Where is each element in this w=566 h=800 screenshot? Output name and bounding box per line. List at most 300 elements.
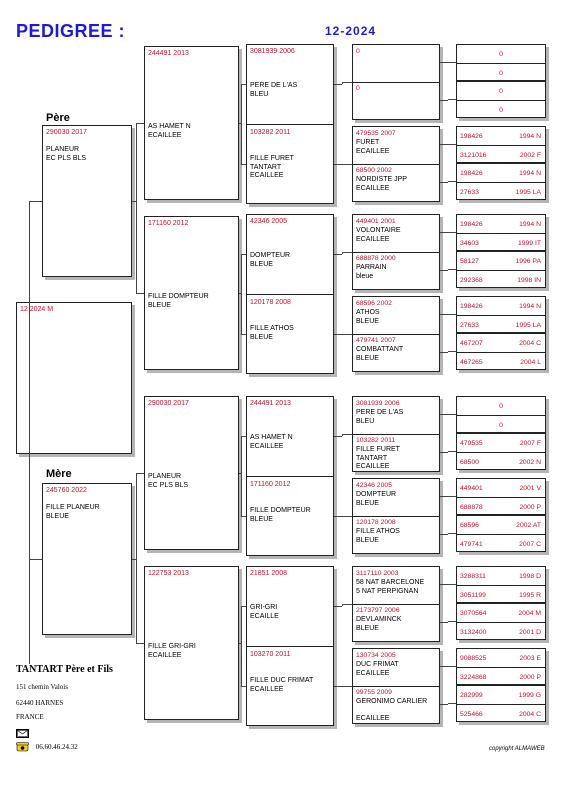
ancestor-entry-pair — [456, 214, 546, 251]
card-divider — [457, 100, 545, 101]
connector-line — [448, 584, 456, 585]
ring-year: 1999 G — [518, 692, 541, 699]
card-divider — [457, 415, 545, 416]
card-divider — [353, 604, 439, 605]
ancestor-pair-card — [352, 44, 440, 120]
ring-number: 525466 — [460, 711, 483, 718]
pigeon-name: BLEU — [250, 90, 269, 98]
ring-number: 245760 2022 — [46, 487, 87, 494]
card-divider — [457, 497, 545, 498]
card-divider — [353, 686, 439, 687]
ring-number: 198426 — [460, 221, 483, 228]
ring-number: 68596 2002 — [356, 300, 392, 307]
ring-number: 3081939 2006 — [356, 400, 400, 407]
ring-number: 120178 2008 — [356, 519, 396, 526]
owner-city: 62440 HARNES — [16, 699, 64, 707]
pigeon-name: PERE DE L'AS — [356, 409, 404, 416]
connector-line — [448, 621, 456, 622]
ring-year: 2002 N — [519, 459, 541, 466]
connector-line — [440, 704, 448, 705]
ring-year: 2001 V — [519, 485, 541, 492]
card-divider — [247, 476, 333, 477]
father-card — [42, 125, 132, 277]
connector-line — [448, 703, 456, 704]
ring-number: 120178 2008 — [250, 299, 291, 306]
ring-number: 467207 — [460, 340, 483, 347]
ring-year: 2004 C — [519, 340, 541, 347]
connector-line — [342, 82, 352, 83]
pigeon-name: ECAILLEE — [356, 235, 390, 243]
ring-number: 449401 2001 — [356, 218, 396, 225]
ring-number: 130734 2005 — [356, 652, 396, 659]
ancestor-entry-pair — [456, 396, 546, 433]
ring-year: 1998 D — [519, 573, 541, 580]
pigeon-name: EC PLS BLS — [148, 481, 189, 489]
connector-line — [448, 181, 456, 182]
ring-number: 290030 2017 — [148, 400, 189, 407]
ring-number: 198426 — [460, 133, 483, 140]
ancestor-entry-pair — [456, 126, 546, 163]
ring-year: 1994 N — [519, 170, 541, 177]
ring-number: 171160 2012 — [148, 220, 189, 227]
pigeon-name: PLANEUR — [46, 146, 80, 153]
connector-line — [334, 164, 342, 165]
ring-number: 0 — [356, 85, 360, 92]
ring-number: 0 — [356, 48, 360, 55]
ancestor-pair-card — [352, 648, 440, 724]
ring-number: 688878 — [460, 504, 483, 511]
connector-line — [342, 164, 352, 165]
connector-line — [136, 473, 144, 474]
pigeon-name: TANTART — [356, 454, 388, 462]
card-divider — [353, 516, 439, 517]
connector-line — [448, 533, 456, 534]
connector-line — [334, 84, 342, 85]
ancestor-pair-card — [352, 566, 440, 642]
ring-number: 198426 — [460, 170, 483, 177]
connector-line — [448, 496, 456, 497]
card-divider — [457, 315, 545, 316]
ring-number: 171160 2012 — [250, 481, 291, 488]
ring-number: 21851 2008 — [250, 570, 287, 577]
pigeon-name: TANTART — [250, 163, 282, 171]
ring-number: 3132400 — [460, 629, 487, 636]
ring-year: 2001 D — [519, 629, 541, 636]
card-divider — [353, 164, 439, 165]
ring-number: 3051199 — [460, 592, 486, 599]
pigeon-name: PARRAIN — [356, 264, 387, 271]
connector-line — [136, 473, 137, 643]
ring-year: 2003 E — [519, 655, 541, 662]
ring-year: 2007 C — [519, 541, 541, 548]
connector-line — [29, 201, 30, 664]
pigeon-name: BLEUE — [356, 354, 379, 362]
ancestor-entry-pair — [456, 81, 546, 118]
connector-line — [136, 123, 137, 293]
connector-line — [440, 100, 448, 101]
card-divider — [457, 63, 545, 64]
pigeon-name: BLEUE — [250, 260, 273, 268]
card-divider — [457, 534, 545, 535]
ancestor-pair-card — [352, 396, 440, 472]
pigeon-name: GRI-GRI — [250, 604, 278, 611]
ancestor-pair-card — [352, 214, 440, 290]
ring-number: 3121016 — [460, 152, 487, 159]
connector-line — [440, 414, 448, 415]
ring-year: 2007 F — [519, 440, 541, 447]
pigeon-name: FILLE DOMPTEUR — [250, 507, 311, 514]
pigeon-name: ECAILLEE — [356, 147, 390, 155]
connector-line — [241, 606, 246, 607]
ring-year: 1994 N — [519, 303, 541, 310]
ancestor-pair-card — [352, 126, 440, 202]
owner-block — [16, 664, 113, 752]
pigeon-name: BLEUE — [356, 536, 379, 544]
card-divider — [247, 294, 333, 295]
subject-ring: 12 2024 M — [20, 306, 54, 313]
ring-number: 34603 — [460, 240, 479, 247]
ring-year: 1994 N — [519, 221, 541, 228]
ring-number: 292368 — [460, 277, 483, 284]
connector-line — [440, 232, 448, 233]
ring-number: 68500 — [460, 459, 479, 466]
connector-line — [239, 123, 241, 124]
connector-line — [448, 666, 456, 667]
pigeon-name: FILLE PLANEUR — [46, 504, 100, 511]
connector-line — [448, 314, 456, 315]
connector-line — [342, 334, 352, 335]
ancestor-entry-pair — [456, 603, 546, 640]
pigeon-name: ECAILLE — [250, 612, 279, 620]
ring-year: 2000 P — [519, 504, 541, 511]
phone-icon — [16, 742, 29, 752]
connector-line — [241, 254, 242, 334]
pigeon-name: bleue — [356, 272, 374, 280]
ring-number: 688878 2000 — [356, 255, 396, 262]
connector-line — [440, 496, 448, 497]
great-grandparent-card — [246, 214, 334, 374]
owner-country: FRANCE — [16, 713, 44, 721]
connector-line — [440, 534, 448, 535]
pigeon-name: ATHOS — [356, 309, 380, 316]
card-divider — [457, 704, 545, 705]
connector-line — [342, 604, 352, 605]
connector-line — [334, 334, 342, 335]
pigeon-name: ECAILLEE — [250, 172, 284, 179]
pigeon-name: NORDISTE JPP — [356, 176, 407, 183]
connector-line — [136, 643, 144, 644]
card-divider — [457, 452, 545, 453]
ring-number: 68596 — [460, 522, 479, 529]
pigeon-name: GERONIMO CARLIER — [356, 698, 428, 705]
pigeon-name: ECAILLEE — [250, 685, 284, 693]
ring-number: 3081939 2006 — [250, 48, 295, 55]
connector-line — [440, 314, 448, 315]
connector-line — [241, 334, 246, 335]
ring-number: 0 — [499, 51, 503, 58]
ancestor-entry-pair — [456, 685, 546, 722]
card-divider — [247, 646, 333, 647]
ancestor-entry-pair — [456, 433, 546, 470]
connector-line — [342, 252, 352, 253]
connector-line — [132, 201, 136, 202]
ring-number: 0 — [499, 70, 503, 77]
ring-number: 479741 — [460, 541, 483, 548]
connector-line — [440, 622, 448, 623]
connector-line — [448, 414, 456, 415]
pigeon-name: ECAILLEE — [250, 442, 284, 450]
card-divider — [247, 124, 333, 125]
pigeon-name: VOLONTAIRE — [356, 227, 401, 234]
ring-year: 2004 C — [519, 711, 541, 718]
ring-year: 1996 PA — [515, 258, 541, 265]
connector-line — [440, 182, 448, 183]
connector-line — [440, 452, 448, 453]
pigeon-name: FILLE ATHOS — [356, 528, 400, 535]
grandparent-card — [144, 566, 239, 720]
card-divider — [457, 667, 545, 668]
pigeon-name: PERE DE L'AS — [250, 82, 298, 89]
ring-year: 1999 IT — [517, 240, 541, 247]
ring-number: 27633 — [460, 189, 479, 196]
pigeon-name: 5 NAT PERPIGNAN — [356, 587, 419, 595]
grandparent-card — [144, 46, 239, 200]
ancestor-entry-pair — [456, 566, 546, 603]
card-divider — [353, 434, 439, 435]
great-grandparent-card — [246, 566, 334, 726]
card-divider — [457, 233, 545, 234]
pigeon-name: ECAILLEE — [356, 184, 390, 192]
ring-number: 42346 2005 — [356, 482, 392, 489]
connector-line — [448, 62, 456, 63]
pigeon-name: BLEUE — [148, 301, 171, 309]
connector-line — [239, 643, 241, 644]
pigeon-name: BLEU — [356, 417, 375, 425]
connector-line — [448, 351, 456, 352]
ring-number: 58127 — [460, 258, 479, 265]
connector-line — [29, 201, 42, 202]
ring-year: 2004 L — [520, 359, 541, 366]
ring-number: 0 — [499, 88, 503, 95]
card-divider — [353, 334, 439, 335]
ring-number: 244491 2013 — [148, 50, 189, 57]
connector-line — [239, 293, 241, 294]
phone-row — [16, 742, 113, 752]
pigeon-name: ECAILLEE — [356, 715, 390, 722]
pigeon-name: DOMPTEUR — [356, 491, 397, 498]
pigeon-name: EC PLS BLS — [46, 155, 87, 162]
card-divider — [353, 252, 439, 253]
ring-number: 479535 2007 — [356, 130, 396, 137]
mother-label: Mère — [46, 468, 72, 480]
connector-line — [132, 559, 136, 560]
card-divider — [353, 82, 439, 83]
ring-number: 2173797 2006 — [356, 607, 400, 614]
pigeon-name: ECAILLEE — [148, 651, 182, 659]
ring-number: 282999 — [460, 692, 483, 699]
ring-number: 0 — [499, 107, 503, 114]
ring-year: 2002 F — [519, 152, 541, 159]
email-row — [16, 726, 113, 736]
ancestor-entry-pair — [456, 163, 546, 200]
ring-number: 68500 2002 — [356, 167, 392, 174]
connector-line — [342, 434, 352, 435]
ancestor-entry-pair — [456, 44, 546, 81]
connector-line — [334, 254, 342, 255]
ring-number: 42346 2005 — [250, 218, 287, 225]
ancestor-entry-pair — [456, 648, 546, 685]
ring-year: 2000 P — [519, 674, 541, 681]
pigeon-name: FILLE DOMPTEUR — [148, 293, 209, 300]
ring-number: 103282 2011 — [250, 129, 291, 136]
pigeon-name: FILLE GRI-GRI — [148, 643, 196, 650]
ring-year: 1995 LA — [515, 189, 541, 196]
grandparent-card — [144, 216, 239, 370]
pigeon-name: BLEUE — [356, 624, 379, 632]
connector-line — [448, 99, 456, 100]
connector-line — [136, 293, 144, 294]
pigeon-name: FURET — [356, 139, 380, 146]
connector-line — [448, 144, 456, 145]
ancestor-entry-pair — [456, 478, 546, 515]
ring-number: 0 — [499, 403, 503, 410]
ring-year: 2002 AT — [516, 522, 541, 529]
connector-line — [241, 516, 246, 517]
ancestor-pair-card — [352, 478, 440, 554]
pigeon-name: ECAILLEE — [148, 131, 182, 139]
connector-line — [241, 84, 242, 164]
connector-line — [241, 606, 242, 686]
ring-number: 290030 2017 — [46, 129, 87, 136]
owner-name: TANTART Père et Fils — [16, 664, 113, 675]
card-divider — [457, 145, 545, 146]
owner-street: 151 chemin Valois — [16, 683, 68, 691]
ring-number: 3288311 — [460, 573, 486, 580]
pigeon-name: FILLE FURET — [356, 446, 400, 453]
pigeon-name: DUC FRIMAT — [356, 661, 399, 668]
page-title: PEDIGREE : — [16, 21, 126, 41]
ancestor-entry-pair — [456, 515, 546, 552]
pigeon-name: BLEUE — [356, 499, 379, 507]
pigeon-name: BLEUE — [46, 513, 69, 520]
owner-phone: 06.60.46.24.32 — [35, 743, 78, 751]
connector-line — [334, 606, 342, 607]
copyright: copyright ALMAWEB — [489, 746, 545, 752]
pigeon-name: 58 NAT BARCELONE — [356, 579, 425, 586]
connector-line — [440, 62, 448, 63]
pigeon-name: PLANEUR — [148, 473, 182, 480]
pigeon-name: ECAILLEE — [356, 463, 390, 470]
mother-card — [42, 483, 132, 635]
ring-number: 99755 2009 — [356, 689, 392, 696]
ring-number: 3117110 2003 — [356, 570, 399, 577]
connector-line — [334, 686, 342, 687]
connector-line — [342, 686, 352, 687]
ring-number: 198426 — [460, 303, 483, 310]
email-icon — [16, 729, 29, 739]
ring-number: 103282 2011 — [356, 437, 396, 444]
great-grandparent-card — [246, 396, 334, 556]
connector-line — [440, 666, 448, 667]
pigeon-name: DEVLAMINCK — [356, 616, 402, 623]
connector-line — [448, 451, 456, 452]
card-divider — [457, 270, 545, 271]
connector-line — [342, 516, 352, 517]
pedigree-date: 12-2024 — [325, 24, 377, 38]
connector-line — [334, 436, 342, 437]
connector-line — [136, 123, 144, 124]
pigeon-name: AS HAMET N — [148, 123, 191, 130]
connector-line — [334, 516, 342, 517]
pigeon-name: AS HAMET N — [250, 434, 293, 441]
card-divider — [457, 585, 545, 586]
connector-line — [241, 164, 246, 165]
ring-number: 449401 — [460, 485, 483, 492]
pigeon-name: FILLE DUC FRIMAT — [250, 677, 314, 684]
ring-year: 2004 M — [518, 610, 541, 617]
ring-year: 1994 N — [519, 133, 541, 140]
ancestor-entry-pair — [456, 296, 546, 333]
pigeon-name: FILLE ATHOS — [250, 325, 294, 332]
subject-card — [16, 302, 132, 454]
ring-number: 103270 2011 — [250, 651, 291, 658]
connector-line — [440, 144, 448, 145]
connector-line — [29, 559, 42, 560]
card-divider — [457, 352, 545, 353]
card-divider — [457, 622, 545, 623]
ring-number: 244491 2013 — [250, 400, 291, 407]
grandparent-card — [144, 396, 239, 550]
connector-line — [241, 436, 242, 516]
great-grandparent-card — [246, 44, 334, 204]
connector-line — [241, 436, 246, 437]
connector-line — [440, 270, 448, 271]
ancestor-entry-pair — [456, 251, 546, 288]
ring-number: 479535 — [460, 440, 483, 447]
connector-line — [448, 269, 456, 270]
connector-line — [440, 352, 448, 353]
ring-year: 1995 LA — [515, 322, 541, 329]
ancestor-pair-card — [352, 296, 440, 372]
ring-number: 9088525 — [460, 655, 487, 662]
pigeon-name: ECAILLEE — [356, 669, 390, 677]
ring-number: 479741 2007 — [356, 337, 396, 344]
connector-line — [239, 473, 241, 474]
ring-number: 3224868 — [460, 674, 487, 681]
ring-number: 27633 — [460, 322, 479, 329]
pigeon-name: DOMPTEUR — [250, 252, 291, 259]
connector-line — [241, 686, 246, 687]
ancestor-entry-pair — [456, 333, 546, 370]
pigeon-name: COMBATTANT — [356, 346, 404, 353]
pigeon-name: BLEUE — [250, 333, 273, 341]
connector-line — [241, 84, 246, 85]
father-label: Père — [46, 112, 70, 124]
connector-line — [448, 232, 456, 233]
pigeon-name: BLEUE — [250, 515, 273, 523]
ring-number: 0 — [499, 422, 503, 429]
pigeon-name: FILLE FURET — [250, 155, 294, 162]
ring-number: 3070564 — [460, 610, 487, 617]
ring-year: 1998 IN — [517, 277, 541, 284]
ring-number: 467265 — [460, 359, 483, 366]
connector-line — [241, 254, 246, 255]
connector-line — [440, 584, 448, 585]
pigeon-name: BLEUE — [356, 317, 379, 325]
ring-year: 1995 R — [519, 592, 541, 599]
ring-number: 122753 2013 — [148, 570, 189, 577]
card-divider — [457, 182, 545, 183]
